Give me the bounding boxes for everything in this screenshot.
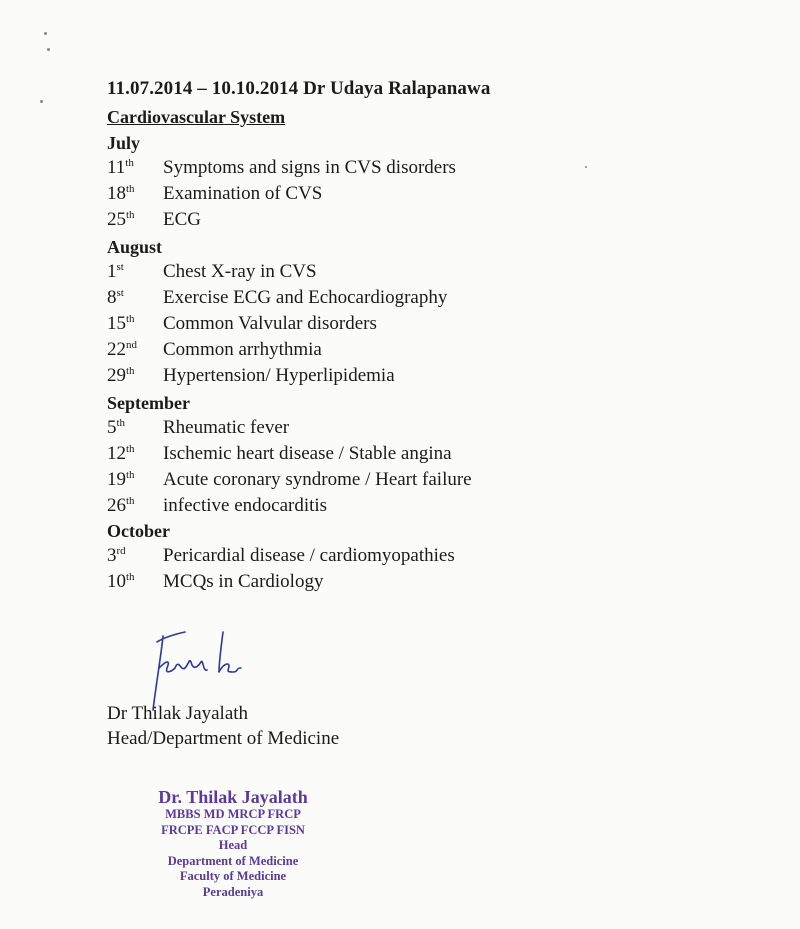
schedule-entry (107, 365, 395, 387)
entry-day-suffix: th (126, 313, 135, 325)
entry-day-suffix: st (116, 287, 124, 299)
entry-topic: Common arrhythmia (163, 339, 322, 360)
entry-day-suffix: th (116, 417, 126, 429)
entry-topic: Chest X-ray in CVS (163, 261, 317, 282)
entry-date (107, 365, 163, 387)
schedule-entry (107, 417, 289, 439)
entry-day-suffix: th (126, 495, 135, 507)
entry-topic: Exercise ECG and Echocardiography (163, 287, 448, 308)
entry-day-suffix: st (116, 261, 124, 273)
entry-day-suffix: th (126, 365, 135, 377)
entry-date (107, 209, 163, 231)
entry-day-number: 12 (107, 443, 126, 464)
entry-day-number: 15 (107, 313, 126, 334)
signatory-title: Head/Department of Medicine (107, 728, 340, 749)
schedule-entry (107, 443, 452, 465)
schedule-entry (107, 469, 472, 491)
entry-day-number: 1 (107, 261, 117, 282)
schedule-entry (107, 209, 201, 231)
entry-date (107, 261, 163, 283)
entry-day-number: 11 (107, 157, 126, 178)
entry-date (107, 443, 163, 465)
entry-date (107, 545, 163, 567)
entry-day-number: 3 (107, 545, 117, 566)
month-heading: July (107, 133, 141, 153)
entry-day-number: 26 (107, 495, 126, 516)
schedule-entry (107, 339, 322, 361)
entry-day-number: 18 (107, 183, 126, 204)
document-title: 11.07.2014 – 10.10.2014 Dr Udaya Ralapanawa (107, 78, 491, 99)
entry-topic: ECG (163, 209, 201, 230)
entry-day-number: 8 (107, 287, 117, 308)
entry-topic: infective endocarditis (163, 495, 328, 516)
entry-day-suffix: th (126, 571, 135, 583)
scan-speck (40, 100, 43, 103)
schedule-entry (107, 261, 317, 283)
entry-topic: Common Valvular disorders (163, 313, 377, 334)
scan-speck (47, 48, 50, 51)
entry-date (107, 313, 163, 335)
entry-date (107, 157, 163, 179)
stamp-name: Dr. Thilak Jayalath (158, 787, 308, 807)
entry-topic: Symptoms and signs in CVS disorders (163, 157, 456, 178)
entry-date (107, 469, 163, 491)
stamp-faculty: Faculty of Medicine (179, 869, 287, 883)
entry-topic: Hypertension/ Hyperlipidemia (163, 365, 395, 386)
month-heading: August (107, 237, 163, 257)
entry-date (107, 339, 163, 361)
entry-date (107, 571, 163, 593)
entry-date (107, 183, 163, 205)
scan-speck (585, 166, 587, 168)
document-subtitle: Cardiovascular System (107, 107, 286, 127)
signatory-name: Dr Thilak Jayalath (107, 703, 249, 724)
stamp-qualifications-2: FRCPE FACP FCCP FISN (161, 822, 305, 837)
stamp-qualifications-1: MBBS MD MRCP FRCP (165, 807, 301, 821)
scan-speck (44, 32, 47, 35)
stamp-position: Head (218, 838, 248, 852)
entry-day-suffix: nd (126, 339, 137, 351)
entry-day-number: 19 (107, 469, 126, 490)
entry-topic: Rheumatic fever (163, 417, 290, 438)
entry-topic: Ischemic heart disease / Stable angina (163, 443, 452, 464)
entry-day-suffix: th (126, 209, 135, 221)
entry-day-number: 25 (107, 209, 126, 230)
entry-date (107, 495, 163, 517)
entry-day-suffix: th (126, 183, 135, 195)
official-stamp (138, 787, 328, 900)
entry-day-suffix: th (126, 469, 135, 481)
entry-topic: Pericardial disease / cardiomyopathies (163, 545, 455, 566)
handwritten-signature (145, 628, 285, 713)
schedule-entry (107, 183, 322, 205)
entry-date (107, 417, 163, 439)
entry-day-suffix: th (125, 157, 134, 169)
entry-date (107, 287, 163, 309)
schedule-entry (107, 545, 455, 567)
entry-topic: MCQs in Cardiology (163, 571, 324, 592)
stamp-department: Department of Medicine (167, 853, 299, 868)
schedule-entry (107, 571, 323, 593)
schedule-entry (107, 313, 377, 335)
month-heading: September (107, 393, 190, 413)
entry-day-suffix: rd (116, 545, 126, 557)
entry-day-number: 5 (107, 417, 117, 438)
entry-topic: Acute coronary syndrome / Heart failure (163, 469, 472, 490)
schedule-entry (107, 287, 447, 309)
stamp-place: Peradeniya (202, 884, 264, 899)
schedule-entry (107, 495, 327, 517)
entry-day-number: 10 (107, 571, 126, 592)
month-heading: October (107, 521, 170, 541)
entry-day-number: 22 (107, 339, 126, 360)
entry-day-suffix: th (126, 443, 135, 455)
entry-day-number: 29 (107, 365, 126, 386)
entry-topic: Examination of CVS (163, 183, 323, 204)
schedule-entry (107, 157, 456, 179)
